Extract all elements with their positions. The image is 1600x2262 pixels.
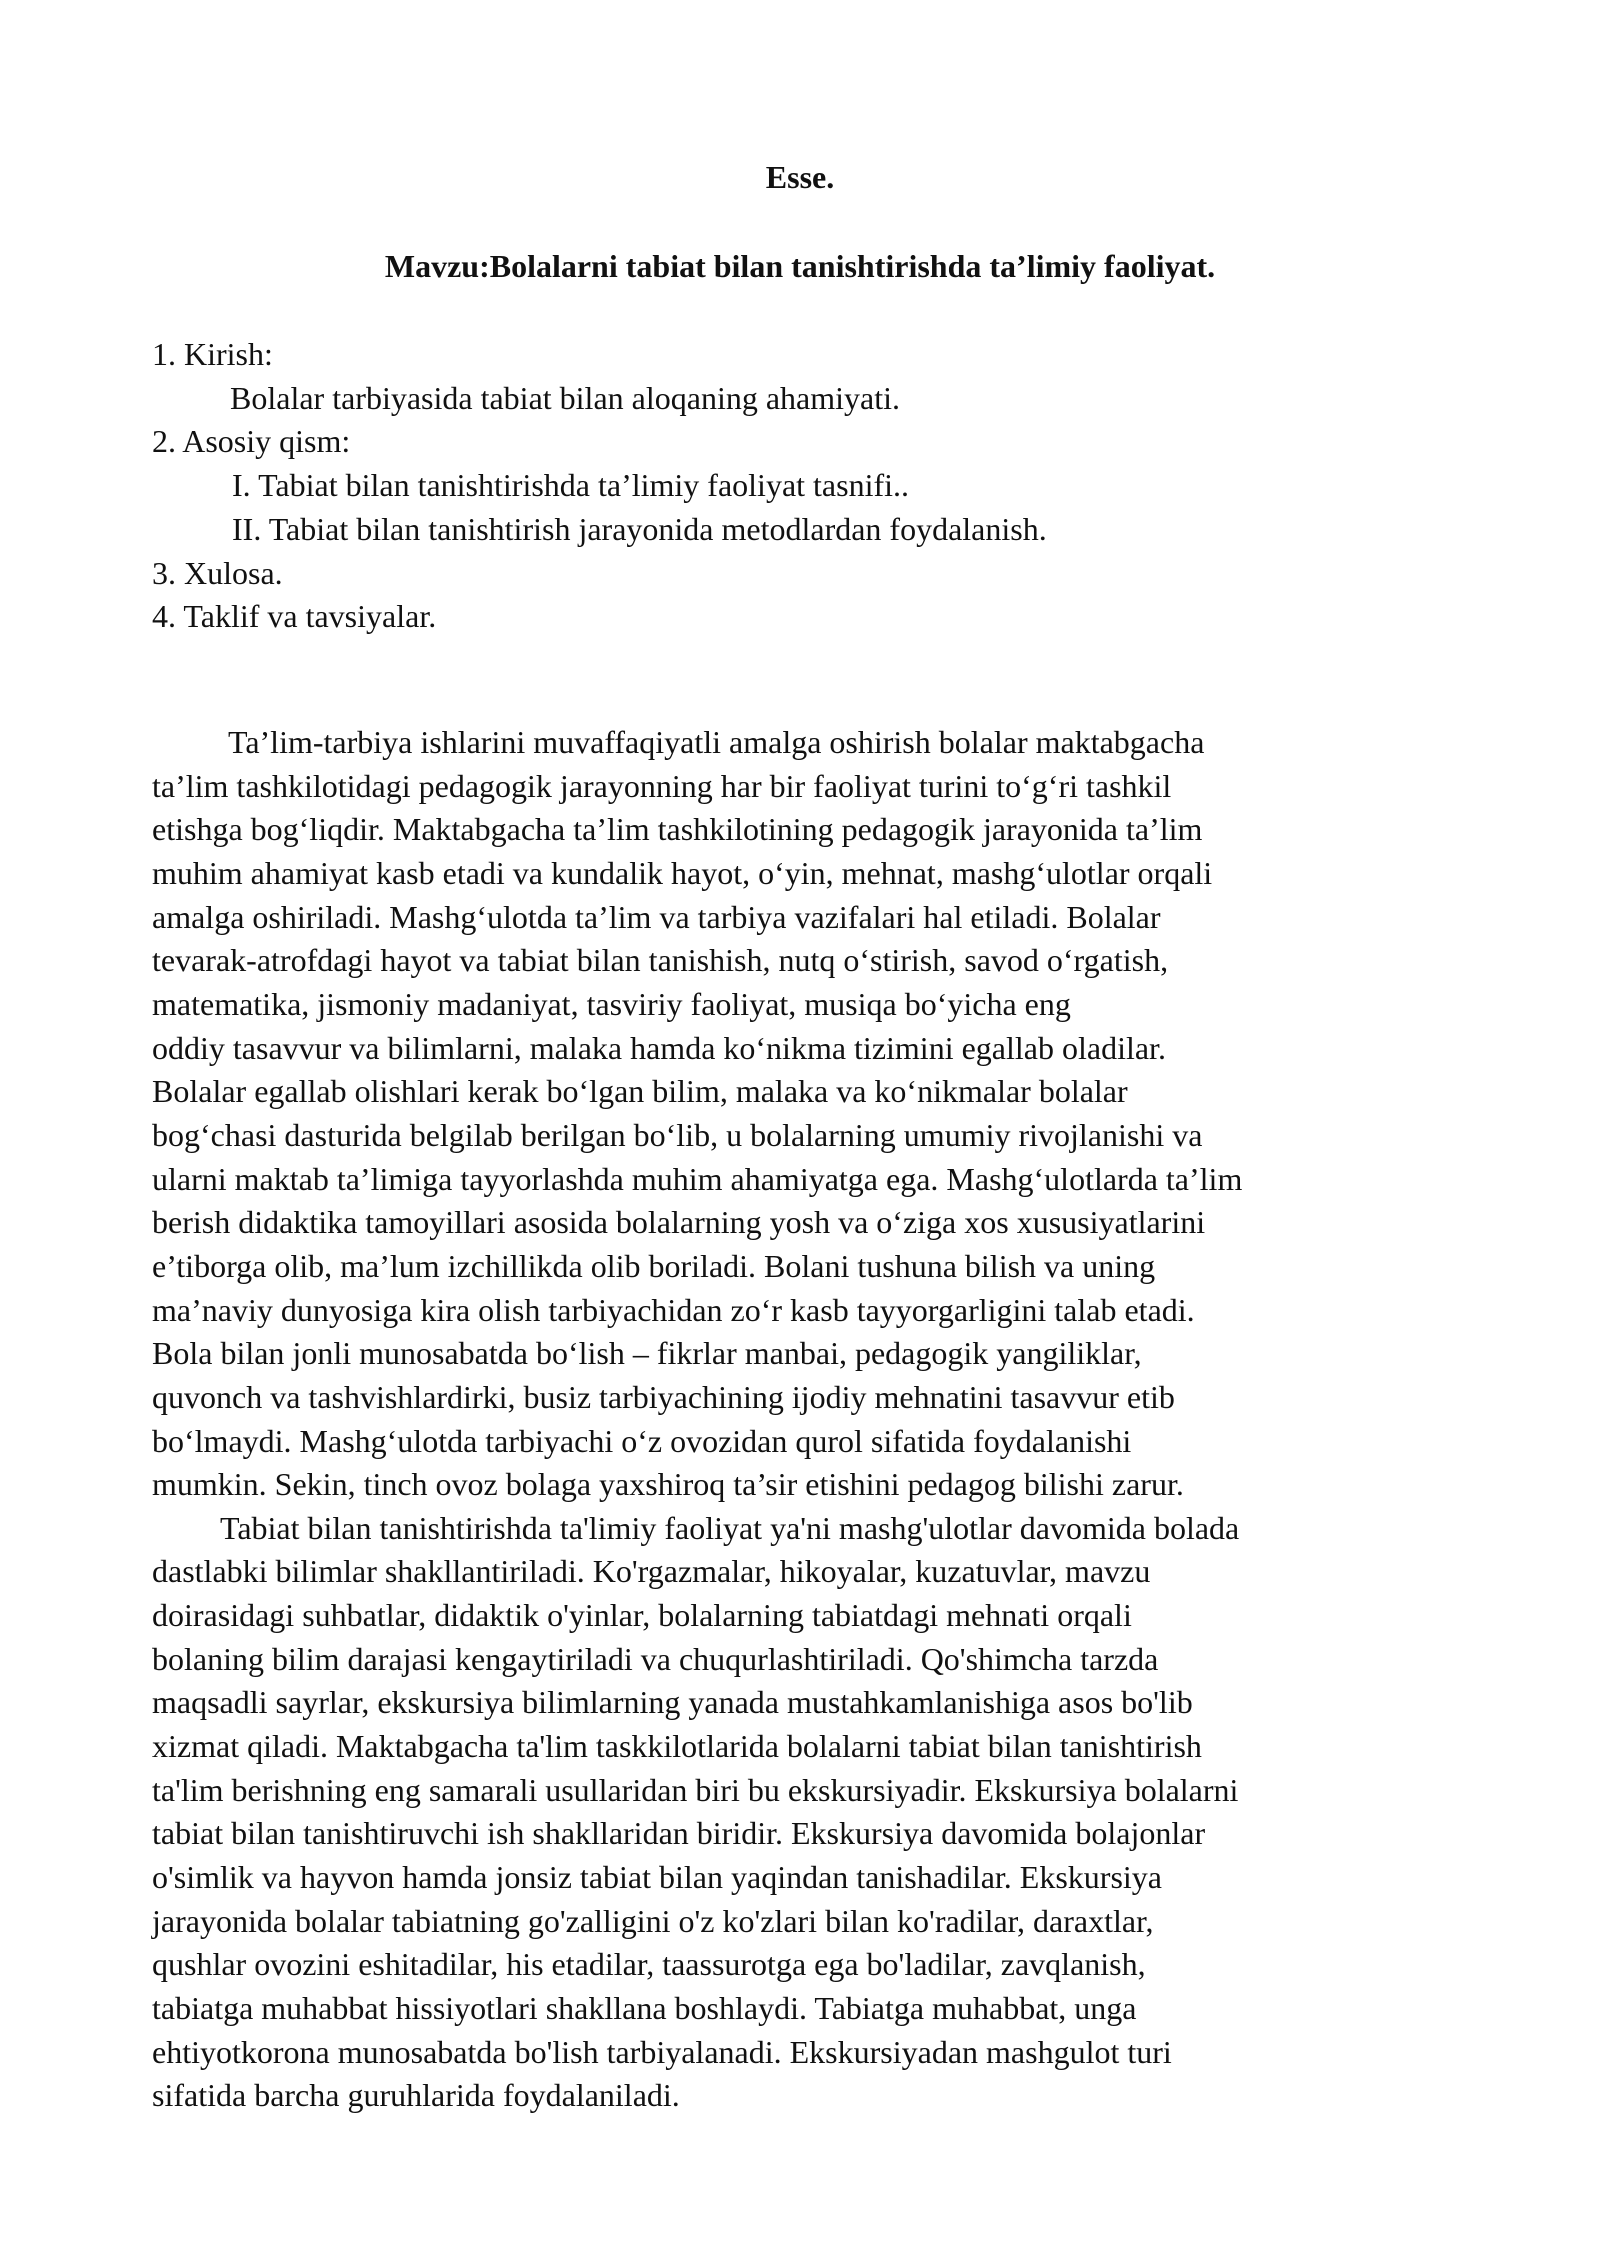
paragraph-line: qushlar ovozini eshitadilar, his etadilar, taassurotga ega bo'ladilar, zavqlanish, — [152, 1946, 1146, 1983]
outline-subitem: II. Tabiat bilan tanishtirish jarayonida metodlardan foydalanish. — [232, 510, 1047, 547]
paragraph-line: oddiy tasavvur va bilimlarni, malaka hamda ko‘nikma tizimini egallab oladilar. — [152, 1029, 1166, 1066]
paragraph-line: jarayonida bolalar tabiatning go'zalligini o'z ko'zlari bilan ko'radilar, daraxtlar, — [152, 1902, 1154, 1939]
document-title: Esse. — [765, 159, 835, 195]
paragraph-line: e’tiborga olib, ma’lum izchillikda olib boriladi. Bolani tushuna bilish va uning — [152, 1247, 1156, 1284]
paragraph-line: amalga oshiriladi. Mashg‘ulotda ta’lim va tarbiya vazifalari hal etiladi. Bolalar — [152, 898, 1161, 935]
outline-subitem: Bolalar tarbiyasida tabiat bilan aloqaning ahamiyati. — [230, 379, 900, 416]
paragraph-line: Bolalar egallab olishlari kerak bo‘lgan bilim, malaka va ko‘nikmalar bolalar — [152, 1073, 1128, 1110]
paragraph-line: ularni maktab ta’limiga tayyorlashda muhim ahamiyatga ega. Mashg‘ulotlarda ta’lim — [152, 1160, 1243, 1197]
paragraph-line: bolaning bilim darajasi kengaytiriladi va chuqurlashtiriladi. Qo'shimcha tarzda — [152, 1640, 1159, 1677]
paragraph-line: o'simlik va hayvon hamda jonsiz tabiat bilan yaqindan tanishadilar. Ekskursiya — [152, 1859, 1162, 1896]
outline-subitem: I. Tabiat bilan tanishtirishda ta’limiy faoliyat tasnifi.. — [232, 467, 910, 504]
paragraph-line: dastlabki bilimlar shakllantiriladi. Ko'rgazmalar, hikoyalar, kuzatuvlar, mavzu — [152, 1553, 1151, 1590]
paragraph-line: ehtiyotkorona munosabatda bo'lish tarbiyalanadi. Ekskursiyadan mashgulot turi — [152, 2033, 1172, 2070]
paragraph-line: etishga bog‘liqdir. Maktabgacha ta’lim tashkilotining pedagogik jarayonida ta’lim — [152, 811, 1203, 848]
paragraph-line: quvonch va tashvishlardirki, busiz tarbiyachining ijodiy mehnatini tasavvur etib — [152, 1378, 1175, 1415]
paragraph-line: berish didaktika tamoyillari asosida bolalarning yosh va o‘ziga xos xususiyatlarini — [152, 1204, 1206, 1241]
outline-item: 4. Taklif va tavsiyalar. — [152, 598, 437, 635]
paragraph-line: ta’lim tashkilotidagi pedagogik jarayonning har bir faoliyat turini to‘g‘ri tashkil — [152, 767, 1172, 804]
paragraph-line: muhim ahamiyat kasb etadi va kundalik hayot, o‘yin, mehnat, mashg‘ulotlar orqali — [152, 854, 1213, 891]
paragraph-line: Ta’lim-tarbiya ishlarini muvaffaqiyatli amalga oshirish bolalar maktabgacha — [228, 724, 1205, 760]
paragraph-line: bo‘lmaydi. Mashg‘ulotda tarbiyachi o‘z ovozidan qurol sifatida foydalanishi — [152, 1422, 1132, 1459]
essay-body — [152, 721, 1452, 2118]
outline-item: 2. Asosiy qism: — [152, 423, 351, 460]
paragraph-line: bog‘chasi dasturida belgilab berilgan bo‘lib, u bolalarning umumiy rivojlanishi va — [152, 1116, 1203, 1153]
paragraph-line: tevarak-atrofdagi hayot va tabiat bilan tanishish, nutq o‘stirish, savod o‘rgatish, — [152, 942, 1169, 979]
document-topic: Mavzu:Bolalarni tabiat bilan tanishtirishda ta’limiy faoliyat. — [384, 248, 1216, 284]
paragraph-line: tabiatga muhabbat hissiyotlari shakllana boshlaydi. Tabiatga muhabbat, unga — [152, 1990, 1137, 2027]
paragraph-line: xizmat qiladi. Maktabgacha ta'lim taskkilotlarida bolalarni tabiat bilan tanishtirish — [152, 1728, 1202, 1765]
paragraph-line: matematika, jismoniy madaniyat, tasviriy faoliyat, musiqa bo‘yicha eng — [152, 985, 1071, 1022]
paragraph-line: Bola bilan jonli munosabatda bo‘lish – fikrlar manbai, pedagogik yangiliklar, — [152, 1335, 1142, 1372]
outline-item: 3. Xulosa. — [152, 554, 283, 591]
outline-item: 1. Kirish: — [152, 336, 273, 372]
paragraph-line: ta'lim berishning eng samarali usullaridan biri bu ekskursiyadir. Ekskursiya bolalarni — [152, 1771, 1239, 1808]
paragraph-line: sifatida barcha guruhlarida foydalaniladi. — [152, 2077, 680, 2114]
paragraph-line: tabiat bilan tanishtiruvchi ish shakllaridan biridir. Ekskursiya davomida bolajonlar — [152, 1815, 1206, 1852]
paragraph-line: maqsadli sayrlar, ekskursiya bilimlarning yanada mustahkamlanishiga asos bo'lib — [152, 1684, 1193, 1721]
paragraph-line: mumkin. Sekin, tinch ovoz bolaga yaxshiroq ta’sir etishini pedagog bilishi zarur. — [152, 1466, 1184, 1503]
paragraph-line: doirasidagi suhbatlar, didaktik o'yinlar, bolalarning tabiatdagi mehnati orqali — [152, 1597, 1132, 1634]
outline-list — [152, 333, 1452, 639]
paragraph-line: ma’naviy dunyosiga kira olish tarbiyachidan zo‘r kasb tayyorgarligini talab etadi. — [152, 1291, 1195, 1328]
paragraph-line: Tabiat bilan tanishtirishda ta'limiy faoliyat ya'ni mashg'ulotlar davomida bolada — [220, 1509, 1240, 1546]
